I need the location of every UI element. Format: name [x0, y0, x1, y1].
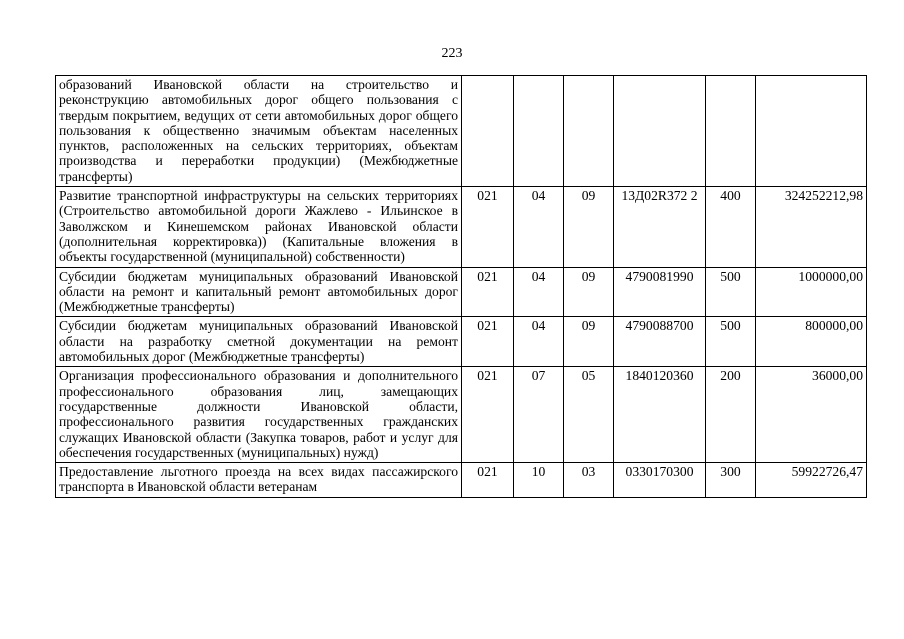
- row-subsection-code: 09: [564, 267, 614, 317]
- row-target-article: [614, 76, 706, 187]
- row-expense-type: 500: [706, 317, 756, 367]
- row-target-article: 1840120360: [614, 367, 706, 463]
- table-row: [56, 267, 867, 317]
- row-description: Предоставление льготного проезда на всех видах пассажирского транспорта в Ивановской области ветеранам: [56, 463, 462, 498]
- row-section-code: 04: [514, 267, 564, 317]
- row-subsection-code: 05: [564, 367, 614, 463]
- row-target-article: 4790088700: [614, 317, 706, 367]
- row-ministry-code: 021: [462, 267, 514, 317]
- row-amount: 1000000,00: [756, 267, 867, 317]
- row-ministry-code: 021: [462, 317, 514, 367]
- table-row: [56, 367, 867, 463]
- table-row: [56, 463, 867, 498]
- row-subsection-code: 09: [564, 317, 614, 367]
- row-expense-type: 300: [706, 463, 756, 498]
- page-number: 223: [441, 46, 463, 61]
- row-target-article: 0330170300: [614, 463, 706, 498]
- row-ministry-code: 021: [462, 187, 514, 267]
- row-expense-type: 200: [706, 367, 756, 463]
- row-amount: 59922726,47: [756, 463, 867, 498]
- row-target-article: 4790081990: [614, 267, 706, 317]
- budget-table: [55, 75, 867, 498]
- row-section-code: 04: [514, 317, 564, 367]
- row-amount: [756, 76, 867, 187]
- row-expense-type: [706, 76, 756, 187]
- row-amount: 800000,00: [756, 317, 867, 367]
- row-section-code: 04: [514, 187, 564, 267]
- row-description: образований Ивановской области на строительство и реконструкцию автомобильных дорог общего пользования с твердым покрытием, ведущих от сети автомобильных дорог общего пользования к общественно значимым объектам населенных пунктов, расположенных на сельских территориях, объектам производства и переработки продукции) (Межбюджетные трансферты): [56, 76, 462, 187]
- row-subsection-code: 03: [564, 463, 614, 498]
- row-description: Субсидии бюджетам муниципальных образований Ивановской области на разработку сметной документации на ремонт автомобильных дорог (Межбюджетные трансферты): [56, 317, 462, 367]
- row-ministry-code: 021: [462, 367, 514, 463]
- table-row: [56, 187, 867, 267]
- row-amount: 36000,00: [756, 367, 867, 463]
- row-description: Развитие транспортной инфраструктуры на сельских территориях (Строительство автомобильной дороги Жажлево - Ильинское в Заволжском и Кинешемском районах Ивановской области (дополнительная корректировка)) (Капитальные вложения в объекты государственной (муниципальной) собственности): [56, 187, 462, 267]
- row-expense-type: 400: [706, 187, 756, 267]
- row-ministry-code: [462, 76, 514, 187]
- row-expense-type: 500: [706, 267, 756, 317]
- row-amount: 324252212,98: [756, 187, 867, 267]
- row-section-code: [514, 76, 564, 187]
- row-description: Организация профессионального образования и дополнительного профессионального образования лиц, замещающих государственные должности Ивановской области, профессионального развития государственных гражданских служащих Ивановской области (Закупка товаров, работ и услуг для обеспечения государственных (муниципальных) нужд): [56, 367, 462, 463]
- row-description: Субсидии бюджетам муниципальных образований Ивановской области на ремонт и капитальный ремонт автомобильных дорог (Межбюджетные трансферты): [56, 267, 462, 317]
- row-target-article: 13Д02R372 2: [614, 187, 706, 267]
- row-subsection-code: 09: [564, 187, 614, 267]
- table-row: [56, 76, 867, 187]
- row-section-code: 07: [514, 367, 564, 463]
- row-section-code: 10: [514, 463, 564, 498]
- row-ministry-code: 021: [462, 463, 514, 498]
- row-subsection-code: [564, 76, 614, 187]
- table-row: [56, 317, 867, 367]
